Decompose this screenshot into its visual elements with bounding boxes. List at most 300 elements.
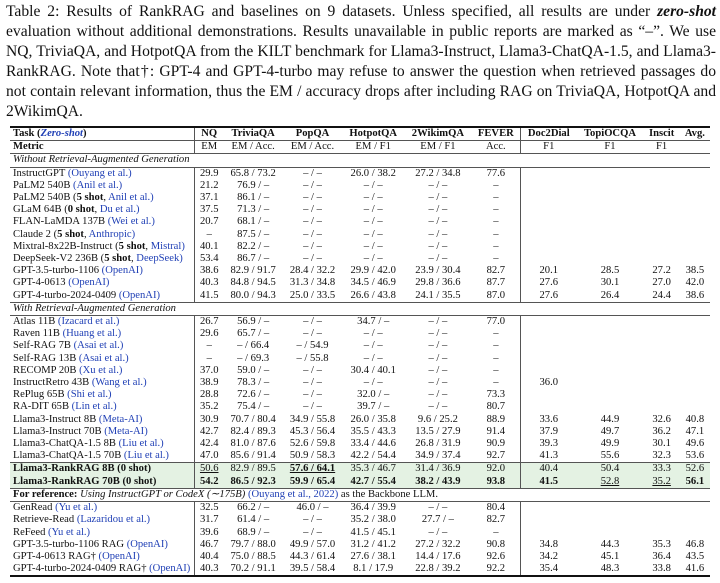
value-cell: – / – [363, 216, 383, 228]
metric-cell: F1 [644, 141, 680, 154]
value-cell [644, 340, 680, 352]
value-cell [521, 389, 577, 401]
value-cell: 42.0 [685, 277, 705, 289]
metric-cell: Acc. [472, 141, 521, 154]
value-cell: 46.8 [685, 538, 705, 550]
value-cell: 33.6 [521, 414, 577, 426]
value-cell: 87.5 / – [237, 228, 270, 240]
value-cell: – [493, 352, 499, 364]
value-cell: 14.4 / 17.6 [415, 550, 461, 562]
value-cell: 82.9 / 89.5 [223, 463, 282, 476]
value-cell: 71.3 / – [237, 204, 270, 216]
value-cell: – / – [428, 526, 448, 538]
value-cell [644, 316, 680, 329]
value-cell [680, 353, 710, 365]
value-cell [644, 253, 680, 265]
value-cell: 34.8 [521, 539, 577, 551]
value-cell [680, 241, 710, 253]
value-cell: 24.4 [652, 289, 671, 301]
value-cell: – / – [428, 216, 448, 228]
value-cell: 82.7 [486, 265, 506, 277]
value-cell: 34.5 / 46.9 [350, 277, 396, 289]
value-cell [644, 401, 680, 413]
value-cell: 78.3 / – [237, 377, 270, 389]
value-cell: 75.4 / – [237, 401, 270, 413]
value-cell: – / – [363, 204, 383, 216]
value-cell: – / – [303, 228, 322, 240]
column-header: Inscit [644, 127, 680, 141]
table-row [10, 514, 710, 526]
table-row [10, 389, 710, 401]
table-row [10, 502, 710, 515]
value-cell: 29.6 [195, 328, 224, 340]
value-cell: – [195, 229, 224, 241]
value-cell: 41.5 [195, 290, 224, 303]
value-cell [680, 180, 710, 192]
value-cell: 39.7 / – [357, 401, 390, 413]
value-cell: 44.9 [600, 413, 620, 425]
metric-cell: EM / F1 [342, 141, 404, 154]
table-row [10, 539, 710, 551]
value-cell [644, 502, 680, 515]
table-row [10, 438, 710, 450]
value-cell: 31.3 / 34.8 [289, 277, 336, 289]
value-cell: 50.9 / 58.3 [289, 450, 336, 462]
value-cell: 27.2 [652, 265, 671, 277]
value-cell [680, 167, 710, 180]
value-cell [576, 353, 643, 365]
value-cell: 36.2 [652, 425, 671, 437]
value-cell: – / – [404, 502, 471, 515]
value-cell: 41.6 [680, 563, 710, 576]
value-cell: 36.0 [521, 377, 577, 389]
table-row [10, 551, 710, 563]
value-cell: 47.0 [195, 450, 224, 463]
value-cell: 38.2 / 43.9 [404, 476, 471, 489]
value-cell [576, 253, 643, 265]
value-cell [576, 502, 643, 515]
value-cell: – / – [363, 228, 383, 240]
model-name: FLAN-LaMDA 137B (Wei et al.) [13, 216, 155, 228]
table-row [10, 426, 710, 438]
value-cell [644, 192, 680, 204]
value-cell: – [493, 377, 499, 389]
value-cell: 73.3 [486, 389, 506, 401]
model-name: GPT-3.5-turbo-1106 RAG (OpenAI) [13, 538, 168, 550]
value-cell: – [493, 240, 499, 252]
value-cell: 31.2 / 41.2 [350, 538, 396, 550]
value-cell: 86.7 / – [237, 253, 270, 265]
metric-label: Metric [10, 141, 195, 154]
value-cell: – / – [428, 253, 448, 265]
value-cell: 44.3 / 61.4 [289, 550, 336, 562]
value-cell: 27.7 / – [421, 514, 454, 526]
column-header: TopiOCQA [576, 127, 643, 141]
model-name: RA-DIT 65B (Lin et al.) [13, 401, 117, 413]
value-cell [521, 316, 577, 329]
value-cell [521, 180, 577, 192]
value-cell [521, 229, 577, 241]
table-row [10, 277, 710, 289]
column-header: Doc2Dial [521, 127, 577, 141]
metric-cell: EM / Acc. [223, 141, 282, 154]
value-cell: – [493, 340, 499, 352]
value-cell: 77.0 [472, 316, 521, 329]
value-cell: 40.4 [195, 551, 224, 563]
value-cell: 68.9 / – [237, 526, 270, 538]
value-cell: 40.3 [195, 563, 224, 576]
value-cell: – [493, 253, 499, 265]
value-cell [521, 502, 577, 515]
value-cell: 53.6 [685, 450, 705, 462]
value-cell [644, 377, 680, 389]
value-cell: 38.6 [195, 265, 224, 277]
value-cell [680, 204, 710, 216]
value-cell [680, 340, 710, 352]
model-name: Llama3-ChatQA-1.5 70B (Liu et al.) [13, 450, 169, 462]
table-row [10, 340, 710, 352]
value-cell: 93.8 [472, 476, 521, 489]
value-cell: 82.2 / – [237, 240, 270, 252]
metric-cell: F1 [576, 141, 643, 154]
value-cell: – / – [303, 204, 322, 216]
model-name: GenRead (Yu et al.) [10, 502, 195, 515]
value-cell: 27.6 / 38.1 [350, 550, 396, 562]
value-cell: 31.4 / 36.9 [404, 463, 471, 476]
value-cell: 20.7 [195, 216, 224, 228]
value-cell: – / – [428, 192, 448, 204]
value-cell [644, 365, 680, 377]
value-cell: 35.2 [195, 401, 224, 413]
value-cell [576, 180, 643, 192]
value-cell: 30.4 / 40.1 [350, 364, 396, 376]
value-cell: 38.5 [685, 265, 705, 277]
value-cell: 27.6 [521, 277, 577, 289]
column-header: 2WikimQA [404, 127, 471, 141]
value-cell: 75.0 / 88.5 [230, 550, 276, 562]
value-cell [644, 204, 680, 216]
value-cell: 26.0 / 38.2 [342, 167, 404, 180]
model-name: Mixtral-8x22B-Instruct (5 shot, Mistral) [13, 240, 185, 252]
table-row [10, 353, 710, 365]
value-cell: 33.3 [644, 463, 680, 476]
task-header: Task (Zero-shot) [10, 127, 195, 141]
value-cell: – / – [428, 377, 448, 389]
metric-cell: EM / F1 [404, 141, 471, 154]
value-cell: 92.0 [472, 463, 521, 476]
model-name: PaLM2 540B (Anil et al.) [13, 179, 123, 191]
value-cell: 32.3 [652, 450, 671, 462]
column-header: Avg. [680, 127, 710, 141]
value-cell: 27.2 / 32.2 [415, 538, 461, 550]
model-name: Atlas 11B (Izacard et al.) [10, 316, 195, 329]
metric-row [10, 141, 710, 154]
value-cell: 92.6 [486, 550, 506, 562]
value-cell: 27.2 / 34.8 [404, 167, 471, 180]
results-table-body [10, 127, 710, 576]
value-cell: 53.4 [195, 253, 224, 265]
value-cell: – [493, 216, 499, 228]
value-cell: 70.2 / 91.1 [223, 563, 282, 576]
value-cell: 52.6 [680, 463, 710, 476]
table-row [10, 365, 710, 377]
caption-text-1: Table 2: Results of RankRAG and baselines on 9 datasets. Unless specified, all results are under [6, 3, 658, 20]
value-cell: 70.7 / 80.4 [230, 413, 276, 425]
value-cell: 80.4 [472, 502, 521, 515]
value-cell: – / – [428, 204, 448, 216]
value-cell: 79.7 / 88.0 [230, 538, 276, 550]
value-cell: 50.6 [195, 463, 224, 476]
value-cell [680, 389, 710, 401]
value-cell: 65.8 / 73.2 [223, 167, 282, 180]
value-cell: – / – [303, 192, 322, 204]
value-cell: – [493, 526, 499, 538]
table-row [10, 265, 710, 277]
value-cell: – / – [428, 228, 448, 240]
value-cell: – [195, 353, 224, 365]
value-cell: 32.5 [195, 502, 224, 515]
value-cell [521, 353, 577, 365]
column-header: TriviaQA [223, 127, 282, 141]
value-cell: – / – [303, 514, 322, 526]
value-cell: 23.9 / 30.4 [415, 265, 461, 277]
value-cell: 26.4 [600, 289, 620, 301]
model-name: Llama3-Instruct 8B (Meta-AI) [13, 413, 143, 425]
value-cell: – / – [428, 401, 448, 413]
value-cell: – / – [363, 340, 383, 352]
table-row [10, 463, 710, 476]
value-cell: 20.1 [521, 265, 577, 277]
value-cell: – / – [303, 253, 322, 265]
value-cell [521, 340, 577, 352]
value-cell: – / – [303, 364, 322, 376]
table-row [10, 180, 710, 192]
value-cell: 80.0 / 94.3 [230, 289, 276, 301]
value-cell: – / – [363, 377, 383, 389]
value-cell [576, 527, 643, 539]
column-header: PopQA [283, 127, 342, 141]
value-cell [521, 527, 577, 539]
table-row [10, 450, 710, 463]
value-cell: 38.9 [195, 377, 224, 389]
value-cell: 55.6 [600, 450, 620, 462]
value-cell [644, 241, 680, 253]
value-cell: 41.3 [521, 450, 577, 463]
table-row [10, 316, 710, 329]
model-name: GPT-4-0613 RAG† (OpenAI) [13, 550, 140, 562]
value-cell [576, 389, 643, 401]
value-cell: 57.6 / 64.1 [283, 463, 342, 476]
value-cell: 25.0 / 33.5 [289, 289, 336, 301]
table-row [10, 377, 710, 389]
table-row [10, 192, 710, 204]
metric-cell [680, 141, 710, 154]
value-cell: 59.0 / – [237, 364, 270, 376]
table-row [10, 204, 710, 216]
value-cell: – / – [303, 216, 322, 228]
value-cell: 39.3 [521, 438, 577, 450]
value-cell: – / – [303, 389, 322, 401]
value-cell: 49.9 [600, 438, 620, 450]
value-cell: 26.6 / 43.8 [350, 289, 396, 301]
value-cell [680, 401, 710, 413]
table-row [10, 476, 710, 489]
value-cell: 56.1 [680, 476, 710, 489]
table-row [10, 253, 710, 265]
value-cell: 42.4 [195, 438, 224, 450]
value-cell: 34.2 [521, 551, 577, 563]
value-cell: – / – [303, 377, 322, 389]
value-cell: 44.3 [600, 538, 620, 550]
value-cell: 30.1 [652, 438, 671, 450]
value-cell: 29.9 / 42.0 [350, 265, 396, 277]
value-cell: – / – [363, 253, 383, 265]
value-cell: 40.1 [195, 241, 224, 253]
value-cell [680, 253, 710, 265]
section-header: Without Retrieval-Augmented Generation [10, 154, 710, 167]
value-cell: 37.1 [195, 192, 224, 204]
value-cell: – [195, 340, 224, 352]
section-header: With Retrieval-Augmented Generation [10, 302, 710, 315]
value-cell [521, 192, 577, 204]
value-cell: 36.4 / 39.9 [342, 502, 404, 515]
value-cell: 46.0 / – [283, 502, 342, 515]
model-name: Self-RAG 13B (Asai et al.) [13, 352, 129, 364]
value-cell: 32.6 [652, 413, 671, 425]
value-cell [644, 353, 680, 365]
value-cell: 42.7 [195, 426, 224, 438]
value-cell: – [493, 328, 499, 340]
table-row [10, 167, 710, 180]
value-cell: – / – [428, 240, 448, 252]
value-cell [576, 204, 643, 216]
value-cell: – [493, 228, 499, 240]
value-cell: 80.7 [486, 401, 506, 413]
value-cell: 87.0 [486, 289, 506, 301]
value-cell: 35.5 / 43.3 [350, 425, 396, 437]
value-cell [576, 192, 643, 204]
value-cell [576, 241, 643, 253]
results-table [10, 126, 710, 577]
value-cell: 56.9 / – [223, 316, 282, 329]
value-cell [521, 241, 577, 253]
value-cell: 77.6 [472, 167, 521, 180]
value-cell [576, 316, 643, 329]
value-cell: 31.7 [195, 514, 224, 526]
value-cell [644, 328, 680, 340]
value-cell [680, 527, 710, 539]
value-cell: 27.0 [652, 277, 671, 289]
value-cell: 82.9 / 91.7 [230, 265, 276, 277]
model-name: Llama3-ChatQA-1.5 8B (Liu et al.) [13, 438, 164, 450]
value-cell: 92.2 [472, 563, 521, 576]
model-name: Raven 11B (Huang et al.) [13, 328, 122, 340]
value-cell: – / – [428, 352, 448, 364]
value-cell [680, 192, 710, 204]
value-cell: 91.4 [486, 425, 506, 437]
column-header: NQ [195, 127, 224, 141]
value-cell [680, 328, 710, 340]
value-cell: 35.3 / 46.7 [342, 463, 404, 476]
value-cell: 35.3 [652, 538, 671, 550]
value-cell: 52.6 / 59.8 [289, 438, 336, 450]
value-cell: 72.6 / – [237, 389, 270, 401]
model-name: GPT-4-turbo-2024-0409 RAG† (OpenAI) [10, 563, 195, 576]
value-cell [576, 216, 643, 228]
value-cell: 43.5 [685, 550, 705, 562]
model-name: GLaM 64B (0 shot, Du et al.) [13, 204, 140, 216]
value-cell: – / 54.9 [296, 340, 329, 352]
value-cell [521, 365, 577, 377]
value-cell: 34.7 / – [342, 316, 404, 329]
value-cell [680, 377, 710, 389]
value-cell: 41.5 [521, 476, 577, 489]
value-cell: 41.5 / 45.1 [350, 526, 396, 538]
table-row [10, 414, 710, 426]
value-cell: 30.1 [600, 277, 620, 289]
value-cell [576, 377, 643, 389]
value-cell: 40.4 [521, 463, 577, 476]
model-name: Llama3-Instruct 70B (Meta-AI) [13, 425, 148, 437]
table-row [10, 401, 710, 413]
column-header: FEVER [472, 127, 521, 141]
value-cell [644, 389, 680, 401]
value-cell: 36.4 [652, 550, 671, 562]
value-cell: 40.8 [685, 413, 705, 425]
value-cell: 49.7 [600, 425, 620, 437]
value-cell: 28.4 / 32.2 [289, 265, 336, 277]
value-cell: 76.9 / – [237, 179, 270, 191]
value-cell: – / – [428, 328, 448, 340]
value-cell: 45.1 [600, 550, 620, 562]
value-cell [680, 316, 710, 329]
value-cell: 37.0 [195, 365, 224, 377]
value-cell: – [493, 204, 499, 216]
value-cell [576, 167, 643, 180]
model-name: GPT-4-turbo-2024-0409 (OpenAI) [13, 289, 161, 301]
table-row [10, 241, 710, 253]
model-name: Self-RAG 7B (Asai et al.) [13, 340, 124, 352]
value-cell: – / – [283, 167, 342, 180]
value-cell: 42.7 / 55.4 [342, 476, 404, 489]
model-name: ReFeed (Yu et al.) [13, 526, 91, 538]
value-cell: – [493, 179, 499, 191]
table-row [10, 216, 710, 228]
value-cell: 28.8 [195, 389, 224, 401]
value-cell [680, 514, 710, 526]
value-cell: – / – [363, 240, 383, 252]
value-cell: 26.8 / 31.9 [415, 438, 461, 450]
value-cell: 29.9 [195, 167, 224, 180]
model-name: InstructGPT (Ouyang et al.) [10, 167, 195, 180]
model-name: RECOMP 20B (Xu et al.) [13, 364, 123, 376]
value-cell: 54.2 [195, 476, 224, 489]
value-cell: 42.2 / 54.4 [350, 450, 396, 462]
value-cell: 40.3 [195, 277, 224, 289]
table-row [10, 563, 710, 576]
value-cell [680, 229, 710, 241]
value-cell: 13.5 / 27.9 [415, 425, 461, 437]
value-cell [680, 216, 710, 228]
value-cell: 86.5 / 92.3 [223, 476, 282, 489]
value-cell: 34.9 / 55.8 [289, 413, 336, 425]
value-cell: 27.6 [521, 290, 577, 303]
value-cell: – / – [303, 240, 322, 252]
value-cell: 66.2 / – [223, 502, 282, 515]
model-name: Retrieve-Read (Lazaridou et al.) [13, 514, 151, 526]
value-cell: 86.1 / – [237, 192, 270, 204]
value-cell: 84.8 / 94.5 [230, 277, 276, 289]
